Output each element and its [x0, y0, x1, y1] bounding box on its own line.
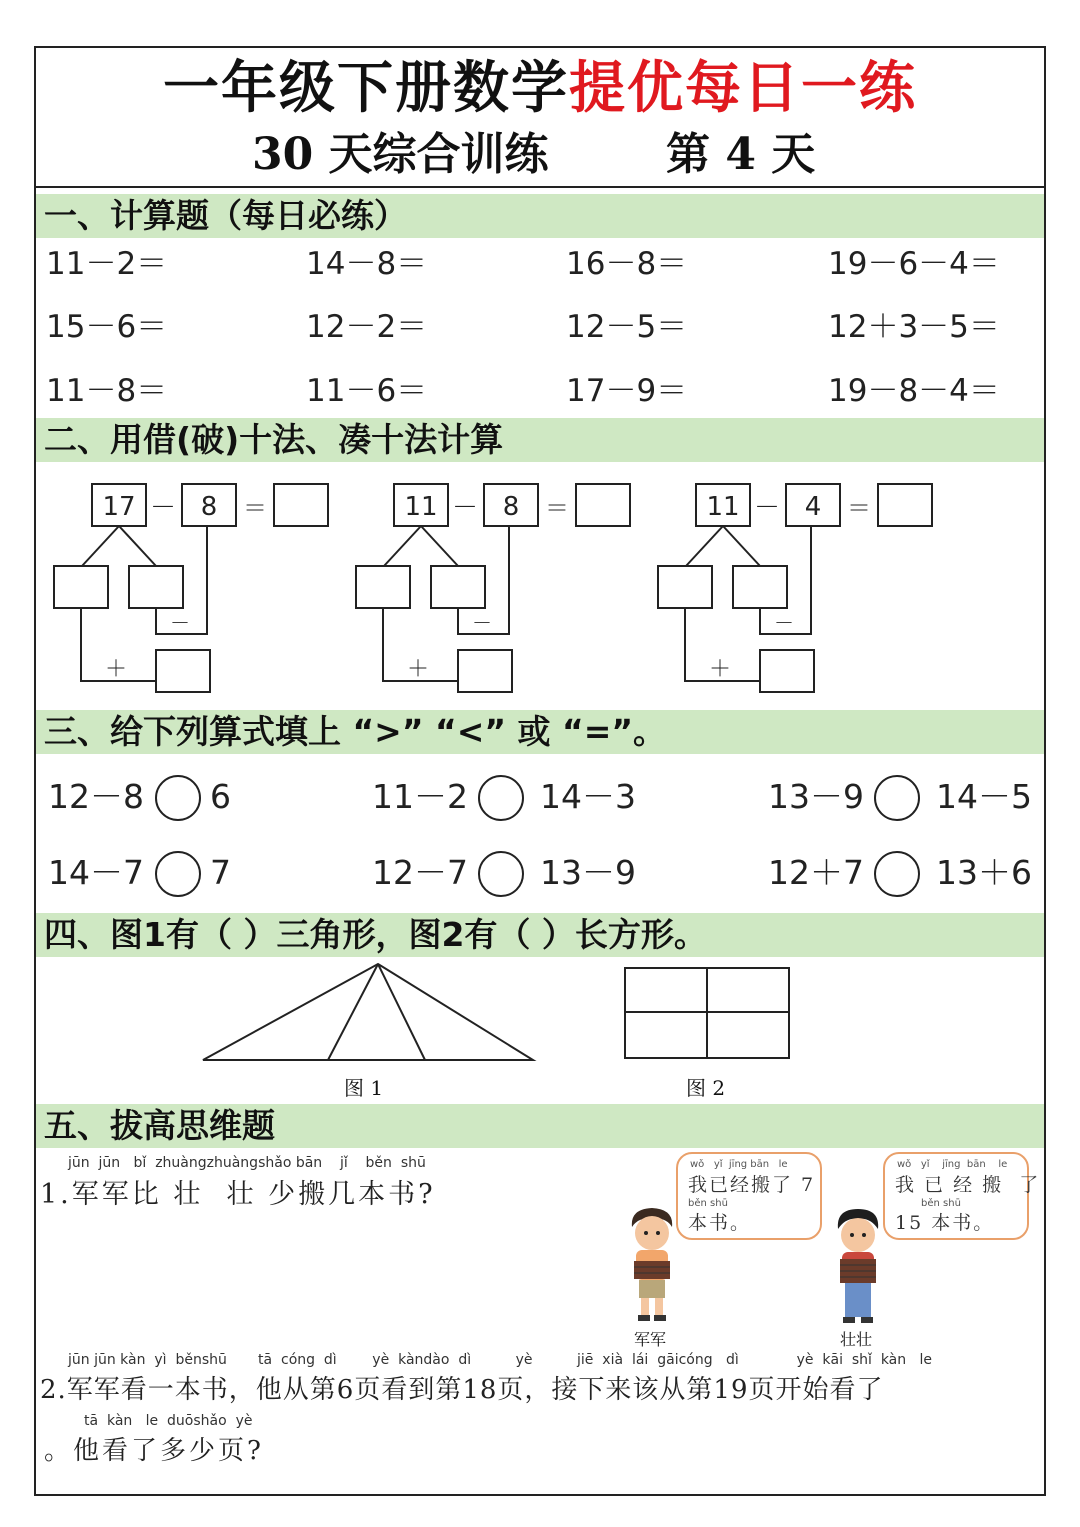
subtitle-day: 第 4 天	[666, 129, 816, 180]
figure1-triangles	[195, 960, 540, 1065]
calc-problem: 16－8＝	[566, 246, 688, 282]
result-box[interactable]	[156, 650, 210, 692]
q2-text-line1: 2.军军看一本书，他从第6页看到第18页，接下来该从第19页开始看了	[40, 1375, 884, 1405]
decomposition-diagrams	[0, 470, 1080, 710]
answer-box[interactable]	[878, 484, 932, 526]
minus-sign: －	[753, 493, 781, 523]
minus-sign: －	[149, 493, 177, 523]
boy-junjun-illustration	[622, 1205, 682, 1325]
split-box-left[interactable]	[658, 566, 712, 608]
q2-text-line2: 。他看了多少页?	[44, 1436, 264, 1466]
equals-sign: ＝	[243, 494, 267, 522]
compare-left-expr: 13－9	[768, 777, 864, 816]
q2-pinyin-line1: jūn jūn kàn yì běnshū tā cóng dì yè kàndào dì yè jiē xià lái gāicóng dì yè kāi shǐ kàn le	[68, 1352, 932, 1368]
calc-problem: 19－8－4＝	[828, 373, 1000, 409]
bracket-minus: －	[472, 611, 492, 635]
split-line	[723, 526, 760, 566]
split-line	[421, 526, 458, 566]
split-line	[686, 526, 723, 566]
split-box-right[interactable]	[129, 566, 183, 608]
subtrahend-value: 8	[502, 492, 520, 522]
q1-pinyin: jūn jūn bǐ zhuàngzhuàngshǎo bān jǐ běn shū	[68, 1155, 426, 1171]
bracket-plus: ＋	[406, 657, 430, 682]
compare-right-expr: 13＋6	[936, 853, 1032, 892]
split-box-left[interactable]	[356, 566, 410, 608]
calc-problem: 15－6＝	[46, 309, 168, 345]
calc-problem: 11－2＝	[46, 246, 168, 282]
result-box[interactable]	[458, 650, 512, 692]
section1-heading: 一、计算题（每日必练）	[36, 194, 1044, 238]
answer-circle[interactable]	[155, 851, 201, 897]
subtrahend-value: 8	[200, 492, 218, 522]
compare-left-expr: 12＋7	[768, 853, 864, 892]
answer-circle[interactable]	[478, 851, 524, 897]
compare-left-expr: 12－8	[48, 777, 144, 816]
compare-right-expr: 6	[210, 777, 231, 816]
figure1-caption: 图 1	[344, 1076, 384, 1100]
split-box-right[interactable]	[733, 566, 787, 608]
figure2-caption: 图 2	[686, 1076, 726, 1100]
section4-heading: 四、图1有（ ）三角形，图2有（ ）长方形。	[36, 913, 1044, 957]
minuend-value: 17	[102, 492, 136, 522]
answer-circle[interactable]	[155, 775, 201, 821]
speech-bubble-junjun: wǒ yǐ jīng bān le 我已经搬了 7 běn shū 本书。	[676, 1152, 822, 1240]
q1-text: 1.军军比 壮 壮 少搬几本书?	[40, 1179, 436, 1210]
name-zhuangzhuang: 壮壮	[840, 1330, 873, 1349]
section3-heading: 三、给下列算式填上 “>” “<” 或 “=”。	[36, 710, 1044, 754]
boy-zhuangzhuang-illustration	[828, 1205, 888, 1327]
bracket-minus: －	[170, 611, 190, 635]
calc-problem: 12－5＝	[566, 309, 688, 345]
bracket-plus: ＋	[104, 657, 128, 682]
name-junjun: 军军	[634, 1330, 667, 1349]
equals-sign: ＝	[847, 494, 871, 522]
bracket-minus: －	[774, 611, 794, 635]
minuend-value: 11	[404, 492, 438, 522]
answer-box[interactable]	[274, 484, 328, 526]
split-line	[119, 526, 156, 566]
split-line	[384, 526, 421, 566]
answer-circle[interactable]	[874, 851, 920, 897]
figure2-rectangles	[620, 965, 795, 1063]
calc-problem: 14－8＝	[306, 246, 428, 282]
compare-right-expr: 14－5	[936, 777, 1032, 816]
q2-pinyin-line2: tā kàn le duōshǎo yè	[84, 1413, 253, 1429]
split-box-right[interactable]	[431, 566, 485, 608]
calc-problem: 12－2＝	[306, 309, 428, 345]
answer-box[interactable]	[576, 484, 630, 526]
minuend-value: 11	[706, 492, 740, 522]
calc-problem: 11－6＝	[306, 373, 428, 409]
calc-problem: 11－8＝	[46, 373, 168, 409]
split-line	[82, 526, 119, 566]
worksheet-title: 一年级下册数学提优每日一练	[163, 55, 917, 121]
result-box[interactable]	[760, 650, 814, 692]
compare-left-expr: 12－7	[372, 853, 468, 892]
answer-circle[interactable]	[478, 775, 524, 821]
section2-heading: 二、用借(破)十法、凑十法计算	[36, 418, 1044, 462]
subtrahend-value: 4	[804, 492, 822, 522]
speech-bubble-zhuangzhuang: wǒ yǐ jīng bān le 我 已 经 搬 了 běn shū 15 本书。	[883, 1152, 1029, 1240]
compare-right-expr: 13－9	[540, 853, 636, 892]
calc-problem: 12＋3－5＝	[828, 309, 1000, 345]
compare-left-expr: 11－2	[372, 777, 468, 816]
compare-left-expr: 14－7	[48, 853, 144, 892]
calc-problem: 19－6－4＝	[828, 246, 1000, 282]
split-box-left[interactable]	[54, 566, 108, 608]
calc-problem: 17－9＝	[566, 373, 688, 409]
subtitle-program: 30 天综合训练	[252, 129, 549, 180]
minus-sign: －	[451, 493, 479, 523]
equals-sign: ＝	[545, 494, 569, 522]
compare-right-expr: 14－3	[540, 777, 636, 816]
compare-right-expr: 7	[210, 853, 231, 892]
section5-heading: 五、拔高思维题	[36, 1104, 1044, 1148]
bracket-plus: ＋	[708, 657, 732, 682]
header-divider	[36, 186, 1044, 188]
answer-circle[interactable]	[874, 775, 920, 821]
